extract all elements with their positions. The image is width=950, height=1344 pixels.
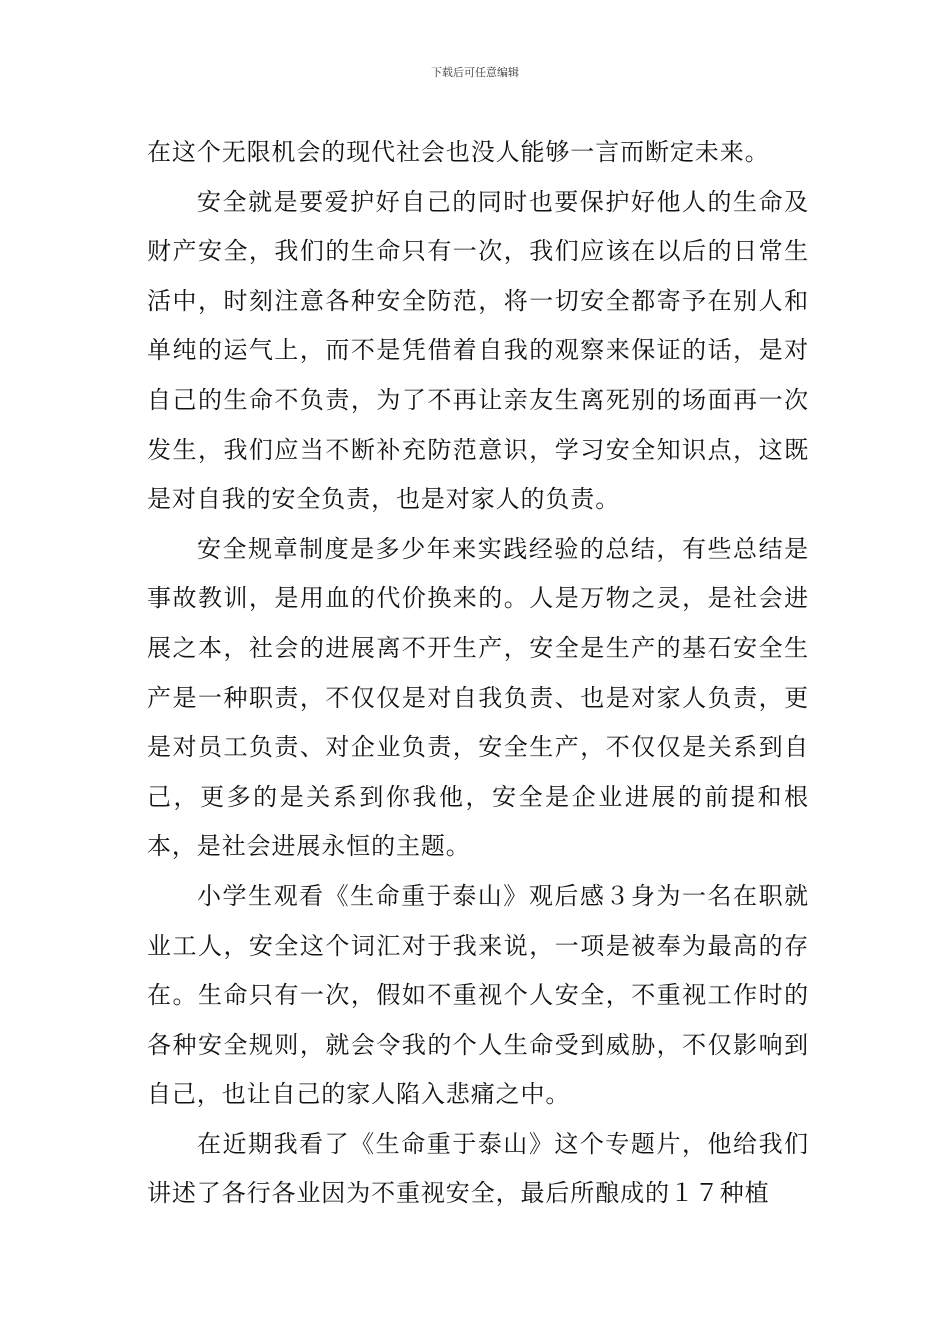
paragraph-documentary: 在近期我看了《生命重于泰山》这个专题片，他给我们讲述了各行各业因为不重视安全，最后所酿成的１７种植 [147,1129,809,1208]
paragraph-continuation: 在这个无限机会的现代社会也没人能够一言而断定未来。 [147,138,770,166]
paragraph-safety-protection: 安全就是要爱护好自己的同时也要保护好他人的生命及财产安全，我们的生命只有一次，我们应该在以后的日常生活中，时刻注意各种安全防范，将一切安全都寄予在别人和单纯的运气上，而不是凭借着自我的观察来保证的话，是对自己的生命不负责，为了不再让亲友生离死别的场面再一次发生，我们应当不断补充防范意识，学习安全知识点，这既是对自我的安全负责，也是对家人的负责。 [147,187,809,514]
paragraph-safety-regulations: 安全规章制度是多少年来实践经验的总结，有些总结是事故教训，是用血的代价换来的。人是万物之灵，是社会进展之本，社会的进展离不开生产，安全是生产的基石安全生产是一种职责，不仅仅是对自我负责、也是对家人负责，更是对员工负责、对企业负责，安全生产，不仅仅是关系到自己，更多的是关系到你我他，安全是企业进展的前提和根本，是社会进展永恒的主题。 [147,534,809,861]
paragraph-reflection-3: 小学生观看《生命重于泰山》观后感３身为一名在职就业工人，安全这个词汇对于我来说，一项是被奉为最高的存在。生命只有一次，假如不重视个人安全，不重视工作时的各种安全规则，就会令我的个人生命受到威胁，不仅影响到自己，也让自己的家人陷入悲痛之中。 [147,881,809,1109]
page-header: 下载后可任意编辑 [431,66,519,79]
body-text [147,128,809,1219]
